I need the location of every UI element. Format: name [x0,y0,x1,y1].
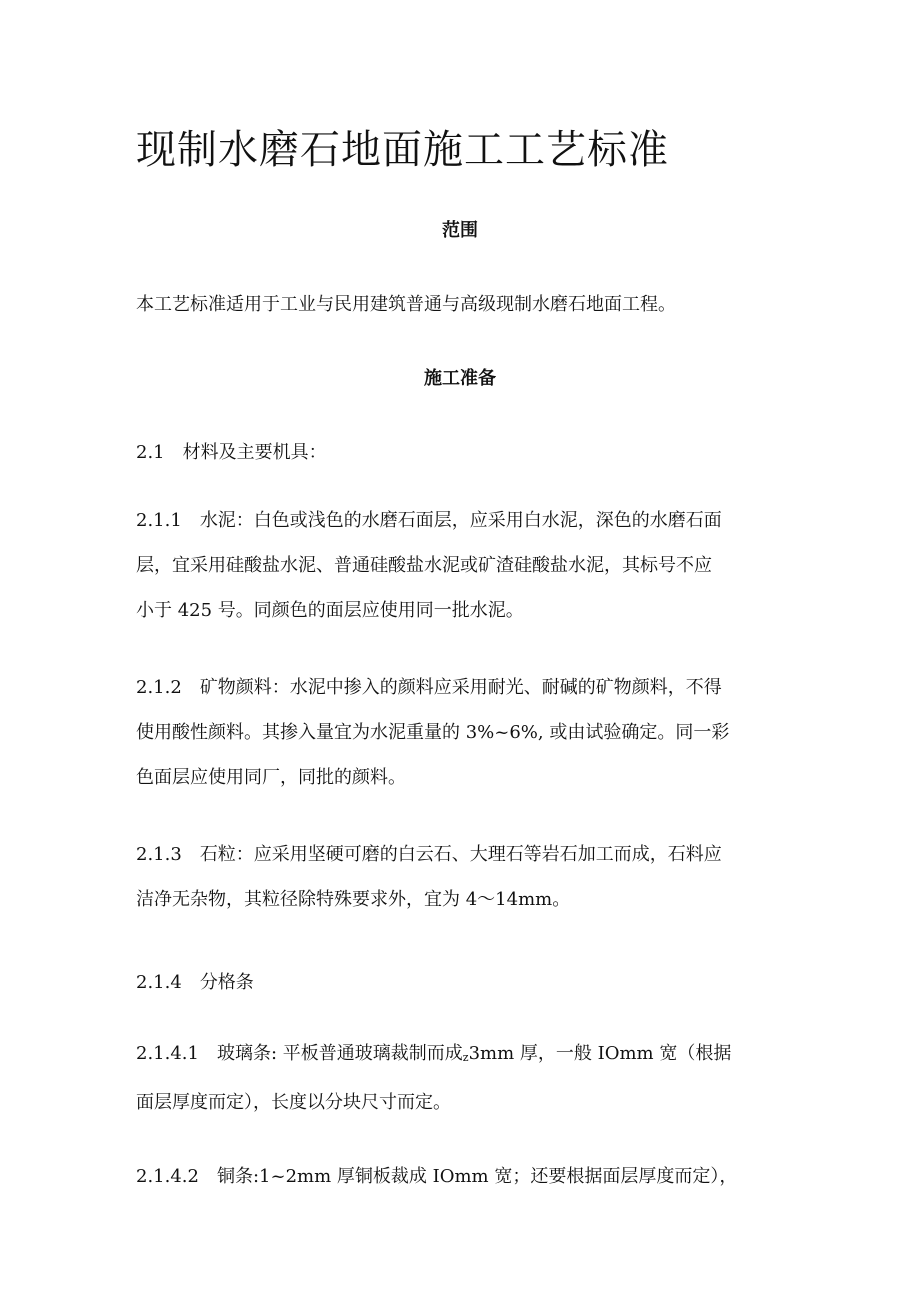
line-text: 玻璃条: 平板普通玻璃裁制而成 [216,1043,463,1064]
item-2-1-line [136,430,786,475]
item-number: 2.1.4.2 [136,1166,199,1187]
item-2-1-4 [136,960,786,1005]
item-2-1 [136,430,786,475]
paragraph-line: 洁净无杂物，其粒径除特殊要求外，宜为 4～14mm。 [136,889,571,910]
scope-text: 本工艺标准适用于工业与民用建筑普通与高级现制水磨石地面工程。 [136,294,676,315]
item-text: 分格条 [199,972,254,993]
item-2-1-3 [136,832,786,922]
item-number: 2.1.3 [136,844,182,865]
paragraph-line: 层，宜采用硅酸盐水泥、普通硅酸盐水泥或矿渣硅酸盐水泥，其标号不应 [136,555,712,576]
line-text: 3mm 厚，一般 IOmm 宽（根据 [468,1043,732,1064]
paragraph-line [136,1031,786,1080]
paragraph-line: 色面层应使用同厂，同批的颜料。 [136,767,406,788]
line-text: 石粒：应采用坚硬可磨的白云石、大理石等岩石加工而成，石料应 [199,844,722,865]
paragraph-line [136,960,786,1005]
line-text: 铜条:1~2mm 厚铜板裁成 IOmm 宽；还要根据面层厚度而定）， [216,1166,738,1187]
item-number: 2.1.1 [136,510,182,531]
subscript-mark: z [462,1051,469,1064]
paragraph-line [136,498,786,543]
line-text: 水泥：白色或浅色的水磨石面层，应采用白水泥，深色的水磨石面 [199,510,722,531]
item-2-1-2 [136,665,786,800]
item-number: 2.1.4.1 [136,1043,199,1064]
item-2-1-1 [136,498,786,633]
item-number: 2.1.2 [136,677,182,698]
item-number: 2.1.4 [136,972,182,993]
item-text: 材料及主要机具： [182,442,327,463]
scope-paragraph [136,282,786,327]
paragraph-line: 使用酸性颜料。其掺入量宜为水泥重量的 3%~6%, 或由试验确定。同一彩 [136,722,730,743]
item-number: 2.1 [136,442,165,463]
line-text: 矿物颜料：水泥中掺入的颜料应采用耐光、耐碱的矿物颜料，不得 [199,677,722,698]
section-heading-scope: 范围 [442,220,478,241]
item-2-1-4-2 [136,1154,786,1199]
paragraph-line [136,832,786,877]
paragraph-line: 小于 425 号。同颜色的面层应使用同一批水泥。 [136,600,524,621]
document-title: 现制水磨石地面施工工艺标准 [136,127,669,173]
paragraph-line: 面层厚度而定），长度以分块尺寸而定。 [136,1092,451,1113]
item-2-1-4-1 [136,1031,786,1125]
paragraph-line [136,665,786,710]
section-heading-preparation: 施工准备 [424,368,496,389]
paragraph-line [136,1154,786,1199]
